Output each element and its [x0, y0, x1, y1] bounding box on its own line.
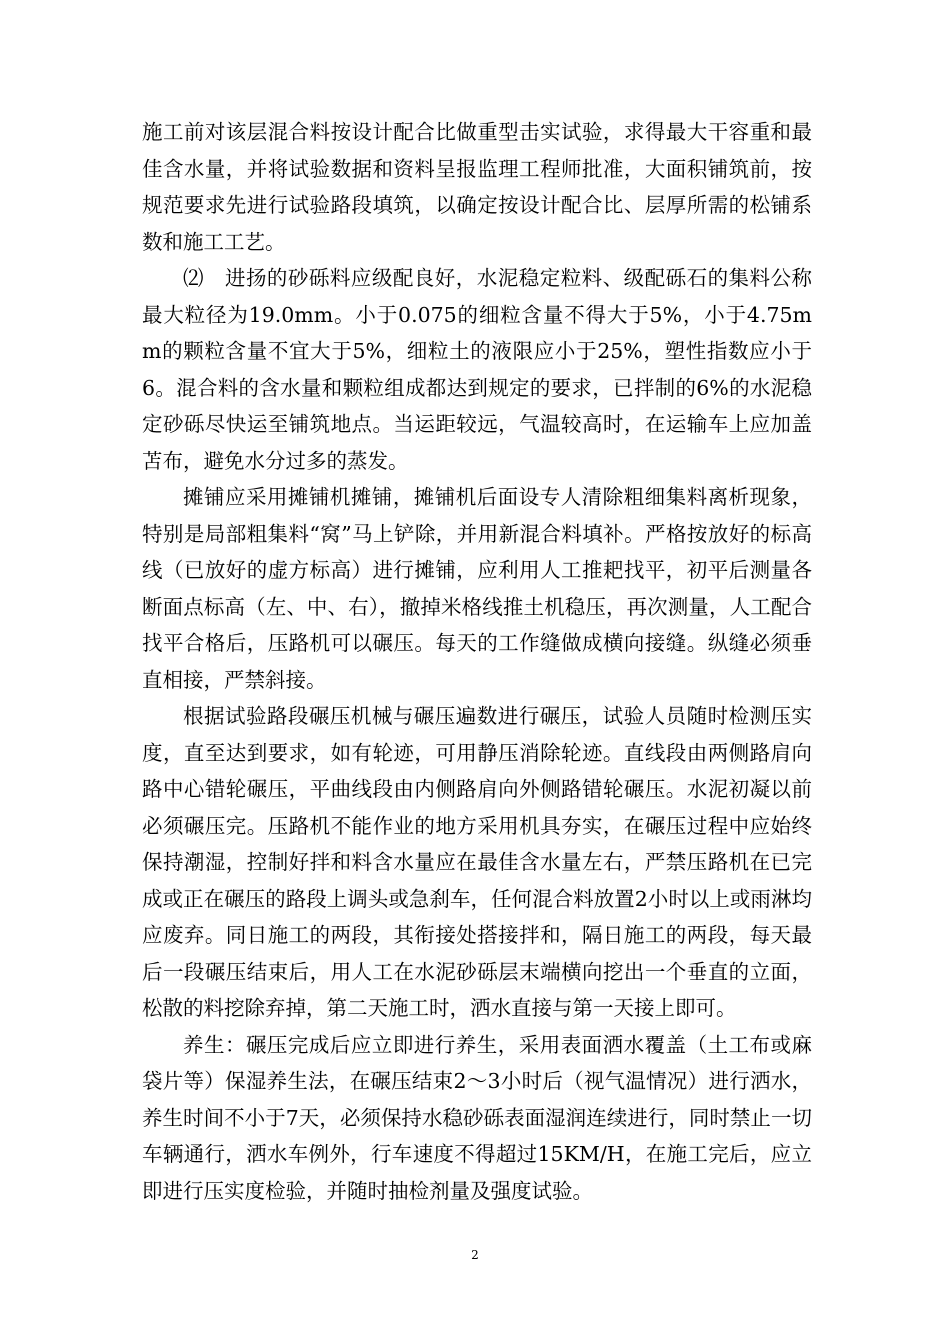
paragraph-curing: 养生：碾压完成后应立即进行养生，采用表面洒水覆盖（土工布或麻袋片等）保湿养生法，在碾压结束2～3小时后（视气温情况）进行洒水，养生时间不小于7天，必须保持水稳砂砾表面湿润连续进行，同时禁止一切车辆通行，洒水车例外，行车速度不得超过15KM/H，在施工完后，应立即进行压实度检验，并随时抽检剂量及强度试验。: [142, 1032, 812, 1203]
page-number: 2: [471, 1248, 479, 1262]
paragraph-paving: 摊铺应采用摊铺机摊铺，摊铺机后面设专人清除粗细集料离析现象，特别是局部粗集料“窝”马上铲除，并用新混合料填补。严格按放好的标高线（已放好的虚方标高）进行摊铺，应利用人工推耙找平，初平后测量各断面点标高（左、中、右），撤掉米格线推土机稳压，再次测量，人工配合找平合格后，压路机可以碾压。每天的工作缝做成横向接缝。纵缝必须垂直相接，严禁斜接。: [142, 485, 812, 692]
body-text: [142, 114, 812, 1209]
paragraph-gravel-gradation: ⑵ 进扬的砂砾料应级配良好，水泥稳定粒料、级配砾石的集料公称最大粒径为19.0mm。小于0.075的细粒含量不得大于5%，小于4.75mm的颗粒含量不宜大于5%，细粒土的液限应小于25%，塑性指数应小于6。混合料的含水量和颗粒组成都达到规定的要求，已拌制的6%的水泥稳定砂砾尽快运至铺筑地点。当运距较远，气温较高时，在运输车上应加盖苫布，避免水分过多的蒸发。: [142, 266, 812, 473]
paragraph-compaction: 根据试验路段碾压机械与碾压遍数进行碾压，试验人员随时检测压实度，直至达到要求，如有轮迹，可用静压消除轮迹。直线段由两侧路肩向路中心错轮碾压，平曲线段由内侧路肩向外侧路错轮碾压。水泥初凝以前必须碾压完。压路机不能作业的地方采用机具夯实，在碾压过程中应始终保持潮湿，控制好拌和料含水量应在最佳含水量左右，严禁压路机在已完成或正在碾压的路段上调头或急刹车，任何混合料放置2小时以上或雨淋均应废弃。同日施工的两段，其衔接处搭接拌和，隔日施工的两段，每天最后一段碾压结束后，用人工在水泥砂砾层末端横向挖出一个垂直的立面，松散的料挖除弃掉，第二天施工时，洒水直接与第一天接上即可。: [142, 704, 812, 1020]
paragraph-mix-design-test: 施工前对该层混合料按设计配合比做重型击实试验，求得最大干容重和最佳含水量，并将试验数据和资料呈报监理工程师批准，大面积铺筑前，按规范要求先进行试验路段填筑，以确定按设计配合比、层厚所需的松铺系数和施工工艺。: [142, 120, 812, 254]
